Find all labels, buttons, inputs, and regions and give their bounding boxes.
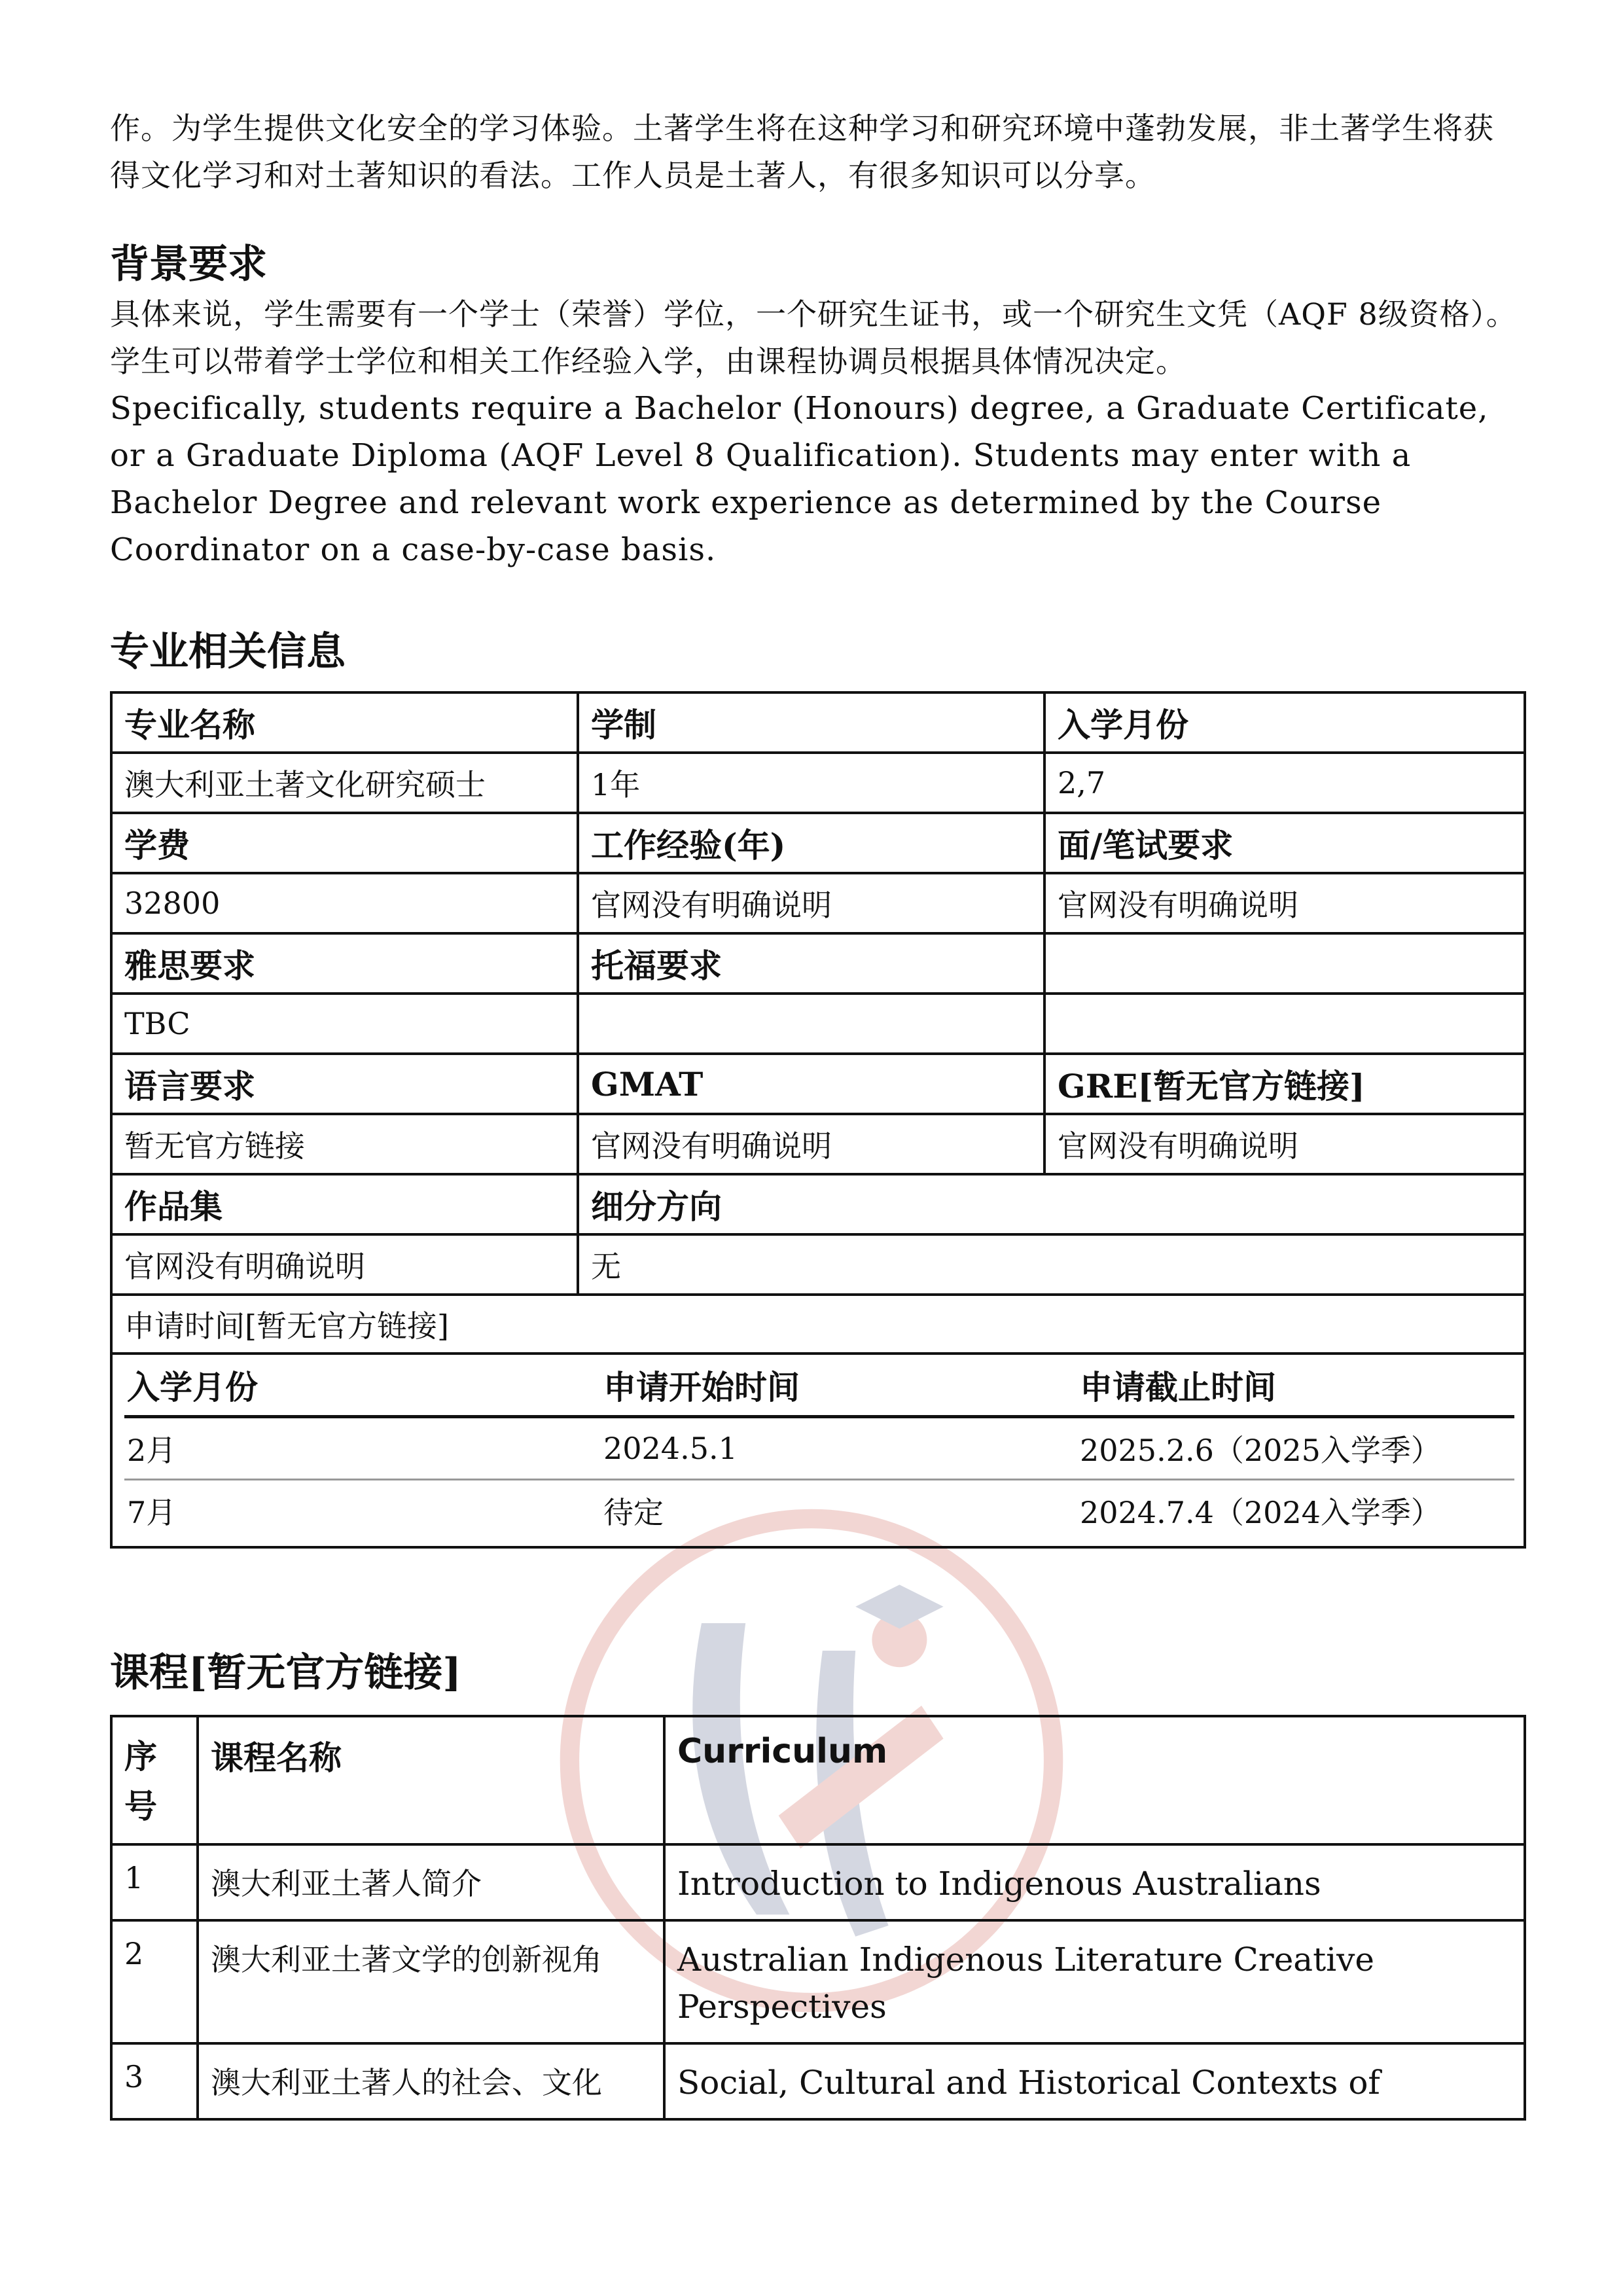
header-program-name: 专业名称 [111,692,578,753]
header-toefl: 托福要求 [578,933,1044,994]
table-header-row [111,933,1525,994]
document-page [110,105,1524,2121]
course-name-en: Introduction to Indigenous Australians [664,1844,1525,1920]
header-curriculum: Curriculum [664,1716,1525,1844]
table-row [111,1844,1525,1920]
value-language: 暂无官方链接 [111,1114,578,1174]
value-interview: 官网没有明确说明 [1044,873,1525,933]
course-name-cn: 澳大利亚土著人的社会、文化 [198,2043,664,2119]
header-gmat: GMAT [578,1054,1044,1114]
header-course-name: 课程名称 [198,1716,664,1844]
app-start-cell: 2024.5.1 [601,1417,1077,1480]
table-row [111,1920,1525,2043]
course-name-en: Australian Indigenous Literature Creative Perspectives [664,1920,1525,2043]
course-name-cn: 澳大利亚土著人简介 [198,1844,664,1920]
header-language: 语言要求 [111,1054,578,1114]
background-text-en: Specifically, students require a Bachelor (Honours) degree, a Graduate Certificate, or a Graduate Diploma (AQF Level 8 Qualification). Students may enter with a Bachelor Degree and relevant work experience as determined by the Course Coordinator on a case-by-case basis. [110,390,1489,568]
value-toefl [578,994,1044,1054]
course-name-en: Social, Cultural and Historical Contexts of [664,2043,1525,2119]
header-portfolio: 作品集 [111,1174,578,1234]
value-duration: 1年 [578,753,1044,813]
table-header-row [111,1054,1525,1114]
header-intake: 入学月份 [1044,692,1525,753]
intro-paragraph: 作。为学生提供文化安全的学习体验。土著学生将在这种学习和研究环境中蓬勃发展，非土著学生将获得文化学习和对土著知识的看法。工作人员是土著人，有很多知识可以分享。 [110,111,1494,193]
header-duration: 学制 [578,692,1044,753]
courses-heading: 课程[暂无官方链接] [110,1650,461,1696]
table-row [111,2043,1525,2119]
value-work-experience: 官网没有明确说明 [578,873,1044,933]
app-header-intake: 入学月份 [124,1355,601,1417]
table-row [111,873,1525,933]
program-info-heading: 专业相关信息 [110,629,346,675]
app-header-deadline: 申请截止时间 [1077,1355,1514,1417]
courses-table [110,1715,1526,2121]
course-seq: 1 [111,1844,198,1920]
table-row [111,753,1525,813]
app-deadline-cell: 2024.7.4（2024入学季） [1080,1495,1441,1530]
table-row [111,994,1525,1054]
header-interview: 面/笔试要求 [1044,813,1525,873]
table-row [124,1417,1514,1480]
value-empty [1044,994,1525,1054]
table-header-row [111,1174,1525,1234]
app-intake-cell: 7月 [127,1495,177,1530]
header-work-experience: 工作经验(年) [578,813,1044,873]
table-row [124,1480,1514,1541]
app-header-start: 申请开始时间 [601,1355,1077,1417]
program-info-table [110,691,1526,1549]
value-direction: 无 [578,1234,1525,1295]
table-header-row [111,692,1525,753]
header-ielts: 雅思要求 [111,933,578,994]
app-start-cell: 待定 [603,1495,664,1530]
course-name-cn: 澳大利亚土著文学的创新视角 [198,1920,664,2043]
value-gmat: 官网没有明确说明 [578,1114,1044,1174]
header-direction: 细分方向 [578,1174,1525,1234]
table-header-row [111,813,1525,873]
header-tuition: 学费 [111,813,578,873]
table-header-row [111,1716,1525,1844]
value-tuition: 32800 [111,873,578,933]
table-row [111,1114,1525,1174]
header-seq: 序号 [111,1716,198,1844]
value-ielts: TBC [111,994,578,1054]
application-title-row [111,1295,1525,1354]
app-intake-cell: 2月 [124,1417,601,1480]
background-heading: 背景要求 [110,242,267,287]
course-seq: 3 [111,2043,198,2119]
header-empty [1044,933,1525,994]
header-gre: GRE[暂无官方链接] [1044,1054,1525,1114]
application-header-row [124,1355,1514,1417]
value-portfolio: 官网没有明确说明 [111,1234,578,1295]
application-time-title: 申请时间[暂无官方链接] [111,1295,1525,1354]
value-gre: 官网没有明确说明 [1044,1114,1525,1174]
application-table-row [111,1354,1525,1547]
value-intake: 2,7 [1044,753,1525,813]
table-row [111,1234,1525,1295]
app-deadline-cell: 2025.2.6（2025入学季） [1077,1417,1514,1480]
background-text-cn: 具体来说，学生需要有一个学士（荣誉）学位，一个研究生证书，或一个研究生文凭（AQF 8级资格）。学生可以带着学士学位和相关工作经验入学，由课程协调员根据具体情况决定。 [110,296,1517,379]
application-time-table [124,1355,1514,1541]
value-program-name: 澳大利亚土著文化研究硕士 [111,753,578,813]
course-seq: 2 [111,1920,198,2043]
